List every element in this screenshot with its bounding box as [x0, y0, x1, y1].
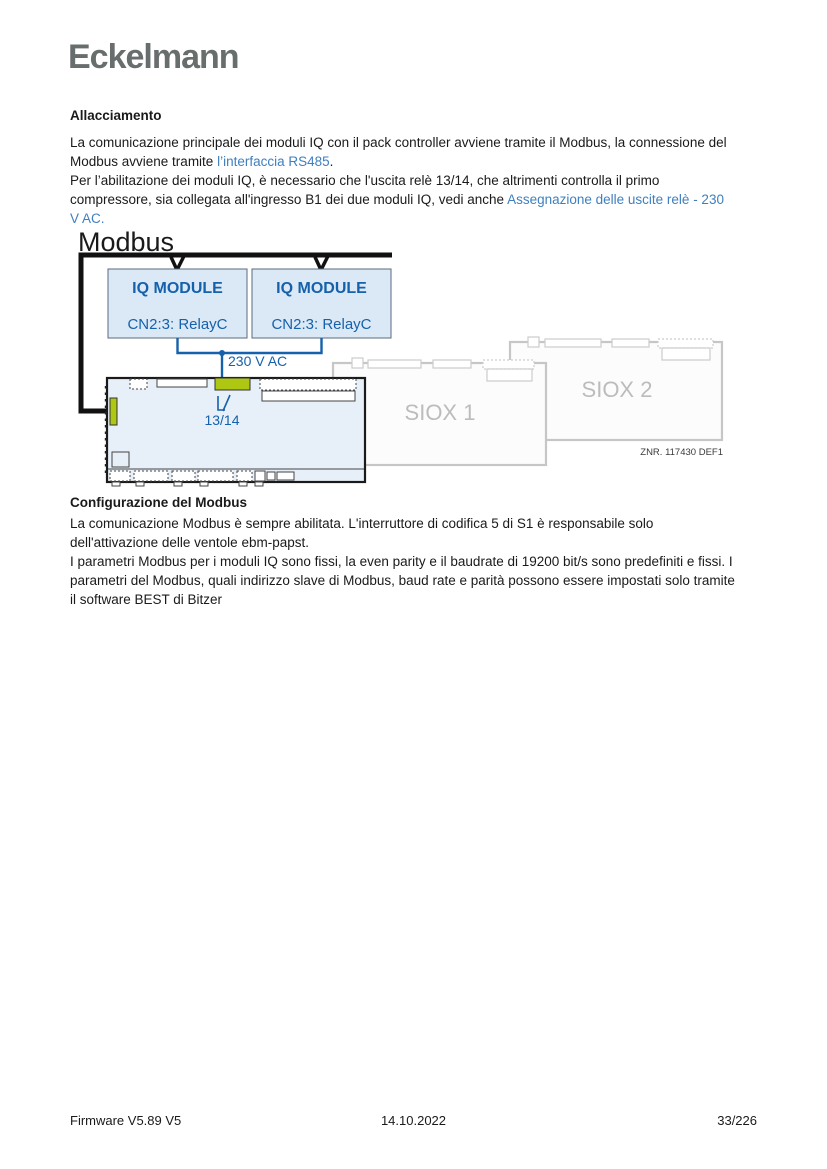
board-connector [237, 471, 252, 481]
pack-controller-board [106, 378, 365, 486]
inline-link[interactable]: Assegnazione delle uscite relè - 230 [507, 192, 724, 207]
board-foot [112, 482, 120, 486]
board-foot [136, 482, 144, 486]
text-run: Modbus avviene tramite [70, 154, 218, 169]
board-connector [255, 471, 265, 481]
text-run: Per l’abilitazione dei moduli IQ, è necessario che l'uscita relè 13/14, che altrimenti controlla il primo [70, 173, 660, 188]
siox2-label: SIOX 2 [581, 377, 653, 402]
board-connector [172, 471, 195, 481]
relay-output-label: 13/14 [204, 412, 240, 428]
iq-module-2-title: IQ MODULE [276, 280, 367, 297]
board-foot [200, 482, 208, 486]
board-connector [157, 379, 207, 387]
inline-link[interactable]: V AC. [70, 211, 105, 226]
board-foot [255, 482, 263, 486]
siox1-connector [368, 360, 421, 368]
board-foot [174, 482, 182, 486]
siox2-connector [612, 339, 649, 347]
board-connector [110, 471, 130, 481]
text-run: il software BEST di Bitzer [70, 592, 223, 607]
modbus-bus-label: Modbus [78, 227, 175, 257]
board-connector [260, 379, 356, 390]
board-connector [262, 391, 355, 401]
footer-date: 14.10.2022 [380, 1113, 447, 1128]
board-connector [267, 472, 275, 480]
siox1-connector [433, 360, 471, 368]
board-foot [239, 482, 247, 486]
drawing-number-label: ZNR. 117430 DEF1 [640, 447, 723, 458]
siox2-connector [528, 337, 539, 347]
footer-firmware-version: Firmware V5.89 V5 [70, 1113, 182, 1128]
voltage-label: 230 V AC [228, 353, 288, 369]
iq-module-1-port: CN2:3: RelayC [127, 316, 228, 333]
modbus-wiring-diagram [70, 226, 730, 488]
wire-junction-dot [219, 350, 225, 356]
section-heading-allacciamento: Allacciamento [70, 108, 162, 123]
siox1-connector [483, 360, 534, 369]
inline-link[interactable]: l’interfaccia RS485 [217, 154, 330, 169]
text-run: parametri del Modbus, quali indirizzo slave di Modbus, baud rate e parità possono essere impostati solo tramite [70, 573, 735, 588]
text-run: dell'attivazione delle ventole ebm-papst. [70, 535, 309, 550]
modbus-input-connector [110, 398, 117, 425]
iq-module-1 [108, 269, 247, 338]
text-run: I parametri Modbus per i moduli IQ sono fissi, la even parity e il baudrate di 19200 bit/s sono predefiniti e fissi. I [70, 554, 733, 569]
siox2-connector [658, 339, 713, 348]
iq-module-2 [252, 269, 391, 338]
siox2-connector [662, 348, 710, 360]
board-connector [134, 471, 168, 481]
text-run: La comunicazione principale dei moduli IQ con il pack controller avviene tramite il Modbus, la connessione del [70, 135, 727, 150]
company-logo: Eckelmann [68, 38, 239, 76]
footer-page-number: 33/226 [717, 1113, 757, 1128]
relay-output-connector [215, 378, 250, 390]
iq-module-2-port: CN2:3: RelayC [271, 316, 372, 333]
text-run: La comunicazione Modbus è sempre abilitata. L'interruttore di codifica 5 di S1 è responsabile solo [70, 516, 654, 531]
relay-wire [178, 338, 322, 353]
text-run: . [329, 154, 334, 169]
paragraph-allacciamento [70, 133, 790, 228]
section-heading-configurazione: Configurazione del Modbus [70, 495, 247, 510]
siox1-connector [487, 369, 532, 381]
text-run: compressore, sia collegata all'ingresso B1 dei due moduli IQ, vedi anche [70, 192, 508, 207]
siox1-connector [352, 358, 363, 368]
siox2-connector [545, 339, 601, 347]
board-connector [130, 379, 147, 389]
siox1-label: SIOX 1 [404, 400, 476, 425]
board-connector [277, 472, 294, 480]
paragraph-configurazione [70, 514, 790, 609]
board-connector [198, 471, 233, 481]
iq-module-1-title: IQ MODULE [132, 280, 223, 297]
